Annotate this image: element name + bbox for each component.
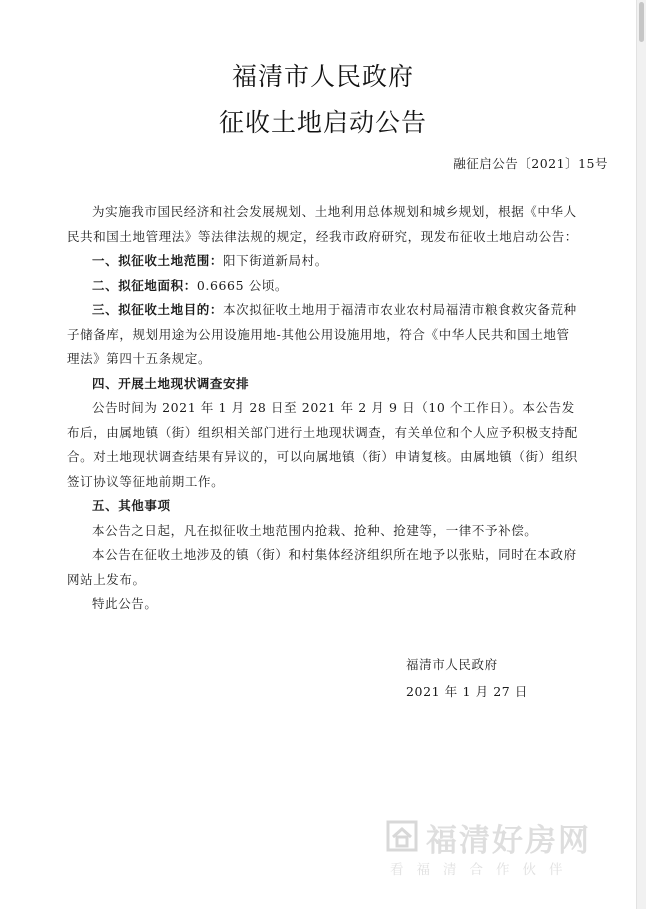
item-other-text1: 本公告之日起，凡在拟征收土地范围内抢栽、抢种、抢建等，一律不予补偿。 — [92, 522, 538, 538]
document-number: 融征启公告〔2021〕15号 — [453, 156, 608, 171]
intro-paragraph: 为实施我市国民经济和社会发展规划、土地利用总体规划和城乡规划，根据《中华人民共和国土地管理法》等法律法规的规定，经我市政府研究，现发布征收土地启动公告： — [67, 204, 578, 244]
item-area-text: 0.6665 公顷。 — [196, 277, 289, 293]
item-other-heading-line — [67, 494, 581, 519]
watermark-slogan: 看福清合作伙伴 — [390, 862, 576, 878]
item-area-heading: 二、拟征地面积： — [92, 277, 197, 293]
signature-authority: 福清市人民政府 — [406, 657, 498, 672]
watermark-site-name: 福清好房网 — [426, 823, 591, 859]
notice-body — [67, 200, 581, 617]
item-scope-heading: 一、拟征收土地范围： — [92, 253, 224, 268]
item-survey-text: 公告时间为 2021 年 1 月 28 日至 2021 年 2 月 9 日（10 个工作日）。本公告发布后，由属地镇（街）组织相关部门进行土地现状调查，有关单位和个人应予积极支持配合。对土地现状调查结果有异议的，可以向属地镇（街）申请复核。由属地镇（街）组织签订协议等征地前期工作。 — [67, 400, 578, 489]
item-scope-text: 阳下街道新局村。 — [223, 253, 328, 268]
closing-text: 特此公告。 — [92, 596, 158, 611]
scrollbar-thumb[interactable] — [639, 2, 644, 42]
item-scope — [67, 249, 581, 274]
item-other-heading: 五、其他事项 — [92, 498, 171, 513]
site-watermark — [386, 818, 606, 888]
document-title-line2: 征收土地启动公告 — [218, 108, 427, 137]
item-survey-heading: 四、开展土地现状调查安排 — [92, 375, 250, 391]
item-survey-heading-line — [67, 372, 581, 397]
item-area — [67, 274, 581, 299]
item-purpose-text: 本次拟征收土地用于福清市农业农村局福清市粮食救灾备荒种子储备库，规划用途为公用设施用地-其他公用设施用地，符合《中华人民共和国土地管理法》第四十五条规定。 — [67, 302, 577, 366]
signature-date: 2021 年 1 月 27 日 — [406, 684, 529, 699]
item-purpose — [67, 298, 581, 372]
item-other-text2: 本公告在征收土地涉及的镇（街）和村集体经济组织所在地予以张贴，同时在本政府网站上发布。 — [67, 547, 577, 587]
house-logo-icon — [386, 820, 418, 852]
document-title-line1: 福清市人民政府 — [231, 62, 414, 91]
item-purpose-heading: 三、拟征收土地目的： — [92, 302, 224, 317]
